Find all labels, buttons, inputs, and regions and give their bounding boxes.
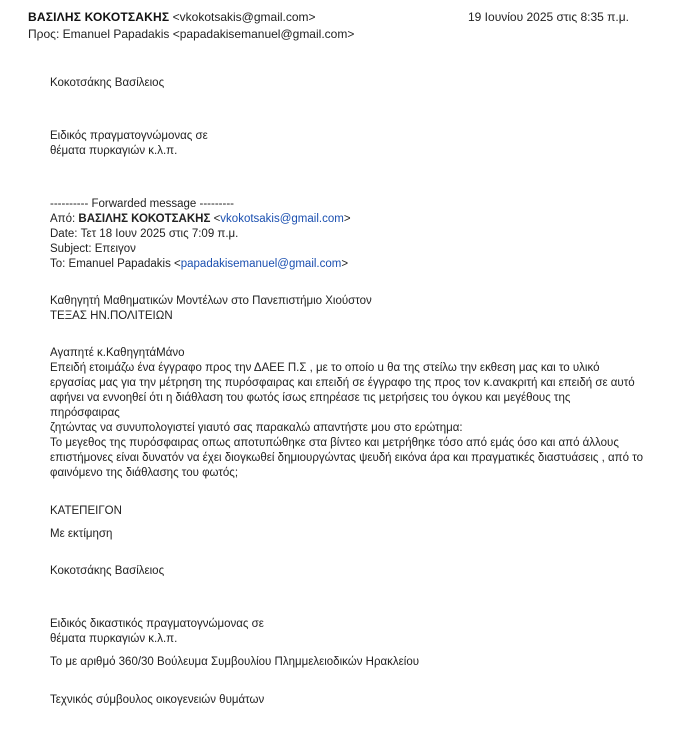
closing-signature-name: Κοκοτσάκης Βασίλειος: [50, 565, 165, 577]
signature-title: [50, 129, 643, 159]
closing-signature-title: [50, 617, 643, 647]
forwarded-header: [50, 197, 643, 272]
message-recipient: [50, 294, 643, 324]
signature-decision: Το με αριθμό 360/30 Βούλευμα Συμβουλίου Πλημμελειοδικών Ηρακλείου: [50, 656, 420, 668]
forwarded-date: Date: Τετ 18 Ιουν 2025 στις 7:09 π.μ.: [50, 228, 239, 240]
bracket: >: [341, 258, 349, 270]
greeting: Αγαπητέ κ.ΚαθηγητάΜάνο: [50, 347, 185, 359]
signature-name: Κοκοτσάκης Βασίλειος: [50, 77, 165, 89]
bracket: <: [213, 213, 221, 225]
paragraph-line: Το μεγεθος της πυρόσφαιρας οπως αποτυπώθηκε στα βίντεο και μετρήθηκε τόσο από εμάς όσο και από άλλους: [50, 437, 619, 449]
from-label: Από:: [50, 213, 76, 225]
signature-title-line: θέματα πυρκαγιών κ.λ.π.: [50, 633, 178, 645]
forwarded-to: [50, 257, 643, 272]
sender-name: ΒΑΣΙΛΗΣ ΚΟΚΟΤΣΑΚΗΣ: [28, 10, 170, 24]
to-label: To: Emanuel Papadakis <: [50, 258, 181, 270]
from-email-link[interactable]: vkokotsakis@gmail.com: [220, 213, 344, 225]
urgent-label: ΚΑΤΕΠΕΙΓΟΝ: [50, 505, 122, 517]
to-value[interactable]: Emanuel Papadakis <papadakisemanuel@gmail.com>: [62, 27, 355, 41]
paragraph-line: επιστήμονες είναι δυνατόν να έχει διογκωθεί δημιουργώντας ψευδή εικόνα άρα και πραγματικές διαστυάσεις , από το: [50, 452, 643, 464]
signature-title-line: Ειδικός πραγματογνώμονας σε: [50, 130, 208, 142]
forwarded-subject: Subject: Επειγον: [50, 243, 136, 255]
from-name: ΒΑΣΙΛΗΣ ΚΟΚΟΤΣΑΚΗΣ: [78, 213, 211, 225]
forwarded-divider: ---------- Forwarded message ---------: [50, 198, 234, 210]
to-email-link[interactable]: papadakisemanuel@gmail.com: [180, 258, 342, 270]
paragraph-line: ζητώντας να συνυπολογιστεί γιαυτό σας παρακαλώ απαντήστε μου στο ερώτημα:: [50, 422, 463, 434]
email-header: [28, 10, 629, 25]
recipient-line: Καθηγητή Μαθηματικών Μοντέλων στο Πανεπιστήμιο Χιούστον: [50, 295, 372, 307]
bracket: >: [343, 213, 351, 225]
paragraph-line: Επειδή ετοιμάζω ένα έγγραφο προς την ΔΑΕΕ Π.Σ , με το οποίο u θα της στείλω την εκθεση μας και το υλικό: [50, 362, 600, 374]
closing: Με εκτίμηση: [50, 528, 113, 540]
recipient-row: [28, 27, 354, 42]
email-body: [50, 76, 643, 708]
email-date: 19 Ιουνίου 2025 στις 8:35 π.μ.: [468, 10, 629, 24]
signature-title-line: θέματα πυρκαγιών κ.λ.π.: [50, 145, 178, 157]
recipient-line: ΤΕΞΑΣ ΗΝ.ΠΟΛΙΤΕΙΩΝ: [50, 310, 173, 322]
paragraph-line: φαινόμενο της διάθλασης του φωτός;: [50, 467, 239, 479]
paragraph-line: εργασίας μας για την μέτρηση της πυρόσφαιρας και επειδή σε έγγραφο της προς τον κ.ανακριτή και επειδή σε αυτό: [50, 377, 635, 389]
forwarded-from: [50, 212, 643, 227]
message-paragraph: [50, 361, 643, 481]
sender: [28, 10, 316, 25]
signature-title-line: Ειδικός δικαστικός πραγματογνώμονας σε: [50, 618, 264, 630]
sender-email[interactable]: <vkokotsakis@gmail.com>: [172, 10, 316, 24]
to-label: Προς:: [28, 27, 60, 41]
paragraph-line: αφήνει να εννοηθεί ότι η διάθλαση του φωτός ίσως επηρέασε τις μετρήσεις του όγκου και μεγέθους της πηρόσφαιρας: [50, 392, 571, 419]
signature-role: Τεχνικός σύμβουλος οικογενειών θυμάτων: [50, 694, 265, 706]
